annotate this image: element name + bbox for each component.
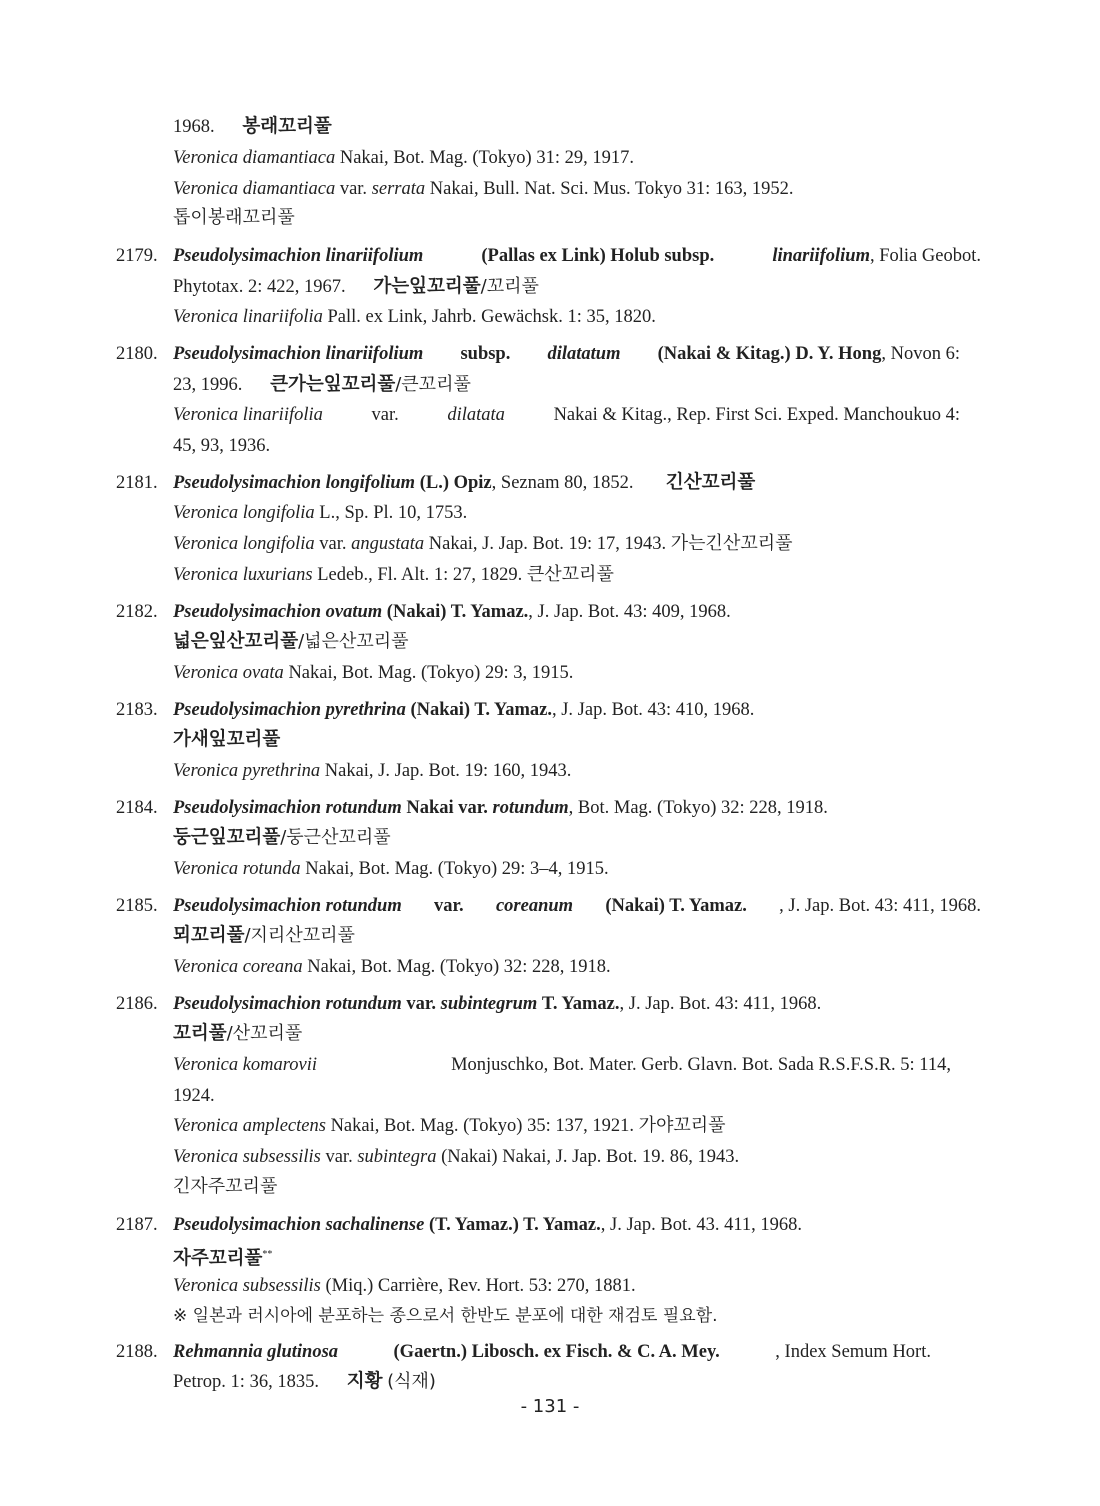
entry-number: 2186.: [116, 994, 158, 1014]
korean-name: 넓은잎산꼬리풀: [173, 631, 299, 652]
entry-2186-heading: Pseudolysimachion rotundum var. subintegrum T. Yamaz., J. Jap. Bot. 43: 411, 1968.: [173, 994, 822, 1014]
entry-2183-heading: Pseudolysimachion pyrethrina (Nakai) T. Yamaz., J. Jap. Bot. 43: 410, 1968.: [173, 700, 755, 720]
entry-number: 2183.: [116, 700, 158, 720]
entry-2180-citation: 23, 1996. 큰가는잎꼬리풀/큰꼬리풀: [173, 374, 471, 395]
entry-2178-line: 1968. 봉래꼬리풀: [173, 116, 332, 137]
entry-2182-korean: 넓은잎산꼬리풀/넓은산꼬리풀: [173, 631, 409, 652]
entry-2182-heading: Pseudolysimachion ovatum (Nakai) T. Yamaz., J. Jap. Bot. 43: 409, 1968.: [173, 602, 731, 622]
entry-number: 2179.: [116, 246, 158, 266]
korean-name: 지황: [346, 1371, 383, 1392]
entry-number: 2187.: [116, 1215, 158, 1235]
entry-number: 2188.: [116, 1342, 158, 1362]
synonym-line: 45, 93, 1936.: [173, 436, 271, 456]
korean-name: 둥근잎꼬리풀: [173, 827, 281, 848]
entry-number: 2185.: [116, 896, 158, 916]
synonym-line: Veronica diamantiaca var. serrata Nakai, Bull. Nat. Sci. Mus. Tokyo 31: 163, 1952.: [173, 179, 794, 199]
synonym-line: Veronica rotunda Nakai, Bot. Mag. (Tokyo) 29: 3–4, 1915.: [173, 859, 609, 879]
synonym-line: Veronica longifolia L., Sp. Pl. 10, 1753.: [173, 503, 468, 523]
entry-2184-korean: 둥근잎꼬리풀/둥근산꼬리풀: [173, 827, 391, 848]
entry-2180-heading: Pseudolysimachion linariifolium subsp. dilatatum (Nakai & Kitag.) D. Y. Hong, Novon 6:: [173, 344, 960, 364]
entry-2184-heading: Pseudolysimachion rotundum Nakai var. rotundum, Bot. Mag. (Tokyo) 32: 228, 1918.: [173, 798, 828, 818]
korean-name: 큰가는잎꼬리풀: [270, 374, 396, 395]
entry-2179-heading: Pseudolysimachion linariifolium (Pallas ex Link) Holub subsp. linariifolium, Folia Geobot.: [173, 246, 981, 266]
entry-2186-korean: 꼬리풀/산꼬리풀: [173, 1023, 303, 1044]
entry-2187-korean: [173, 1244, 272, 1270]
entry-2179-citation: Phytotax. 2: 422, 1967. 가는잎꼬리풀/꼬리풀: [173, 276, 539, 297]
synonym-line: 1924.: [173, 1086, 215, 1106]
korean-name: 가는잎꼬리풀: [373, 276, 481, 297]
entry-2188-citation: Petrop. 1: 36, 1835. 지황 (식재): [173, 1371, 436, 1392]
entry-2187-heading: Pseudolysimachion sachalinense (T. Yamaz.) T. Yamaz., J. Jap. Bot. 43. 411, 1968.: [173, 1215, 803, 1235]
entry-2181-heading: Pseudolysimachion longifolium (L.) Opiz, Seznam 80, 1852. 긴산꼬리풀: [173, 472, 756, 493]
entry-2183-korean: [173, 729, 280, 751]
korean-name: 뫼꼬리풀: [173, 925, 245, 946]
synonym-line: Veronica komarovii Monjuschko, Bot. Mater. Gerb. Glavn. Bot. Sada R.S.F.S.R. 5: 114,: [173, 1055, 951, 1075]
distribution-note: ※ 일본과 러시아에 분포하는 종으로서 한반도 분포에 대한 재검토 필요함.: [173, 1306, 718, 1326]
entry-number: 2182.: [116, 602, 158, 622]
synonym-korean-name: 긴자주꼬리풀: [173, 1176, 278, 1197]
synonym-line: Veronica linariifolia Pall. ex Link, Jahrb. Gewächsk. 1: 35, 1820.: [173, 307, 656, 327]
synonym-line: Veronica longifolia var. angustata Nakai, J. Jap. Bot. 19: 17, 1943. 가는긴산꼬리풀: [173, 533, 793, 554]
synonym-line: Veronica luxurians Ledeb., Fl. Alt. 1: 27, 1829. 큰산꼬리풀: [173, 564, 614, 585]
synonym-korean-name: 톱이봉래꼬리풀: [173, 207, 295, 228]
korean-name: 자주꼬리풀: [173, 1248, 263, 1270]
synonym-line: Veronica coreana Nakai, Bot. Mag. (Tokyo) 32: 228, 1918.: [173, 957, 611, 977]
entry-2185-korean: 뫼꼬리풀/지리산꼬리풀: [173, 925, 355, 946]
synonym-line: Veronica subsessilis (Miq.) Carrière, Rev. Hort. 53: 270, 1881.: [173, 1276, 636, 1296]
synonym-line: Veronica amplectens Nakai, Bot. Mag. (Tokyo) 35: 137, 1921. 가야꼬리풀: [173, 1115, 726, 1136]
entry-2185-heading: Pseudolysimachion rotundum var. coreanum (Nakai) T. Yamaz. , J. Jap. Bot. 43: 411, 1968.: [173, 896, 981, 916]
entry-number: 2181.: [116, 473, 158, 493]
korean-name: 가새잎꼬리풀: [173, 729, 281, 750]
synonym-line: Veronica linariifolia var. dilatata Nakai & Kitag., Rep. First Sci. Exped. Manchoukuo 4:: [173, 405, 960, 425]
korean-name: 긴산꼬리풀: [665, 472, 756, 493]
synonym-line: Veronica subsessilis var. subintegra (Nakai) Nakai, J. Jap. Bot. 19. 86, 1943.: [173, 1147, 740, 1167]
korean-name: 꼬리풀: [173, 1023, 227, 1044]
entry-number: 2184.: [116, 798, 158, 818]
note-mark: **: [262, 1249, 273, 1260]
page-number: - 131 -: [520, 1396, 580, 1417]
synonym-line: Veronica ovata Nakai, Bot. Mag. (Tokyo) 29: 3, 1915.: [173, 663, 574, 683]
entry-number: 2180.: [116, 344, 158, 364]
synonym-line: Veronica pyrethrina Nakai, J. Jap. Bot. 19: 160, 1943.: [173, 761, 572, 781]
entry-2188-heading: Rehmannia glutinosa (Gaertn.) Libosch. ex Fisch. & C. A. Mey. , Index Semum Hort.: [173, 1342, 931, 1362]
synonym-line: Veronica diamantiaca Nakai, Bot. Mag. (Tokyo) 31: 29, 1917.: [173, 148, 634, 168]
korean-name: 봉래꼬리풀: [242, 116, 332, 137]
